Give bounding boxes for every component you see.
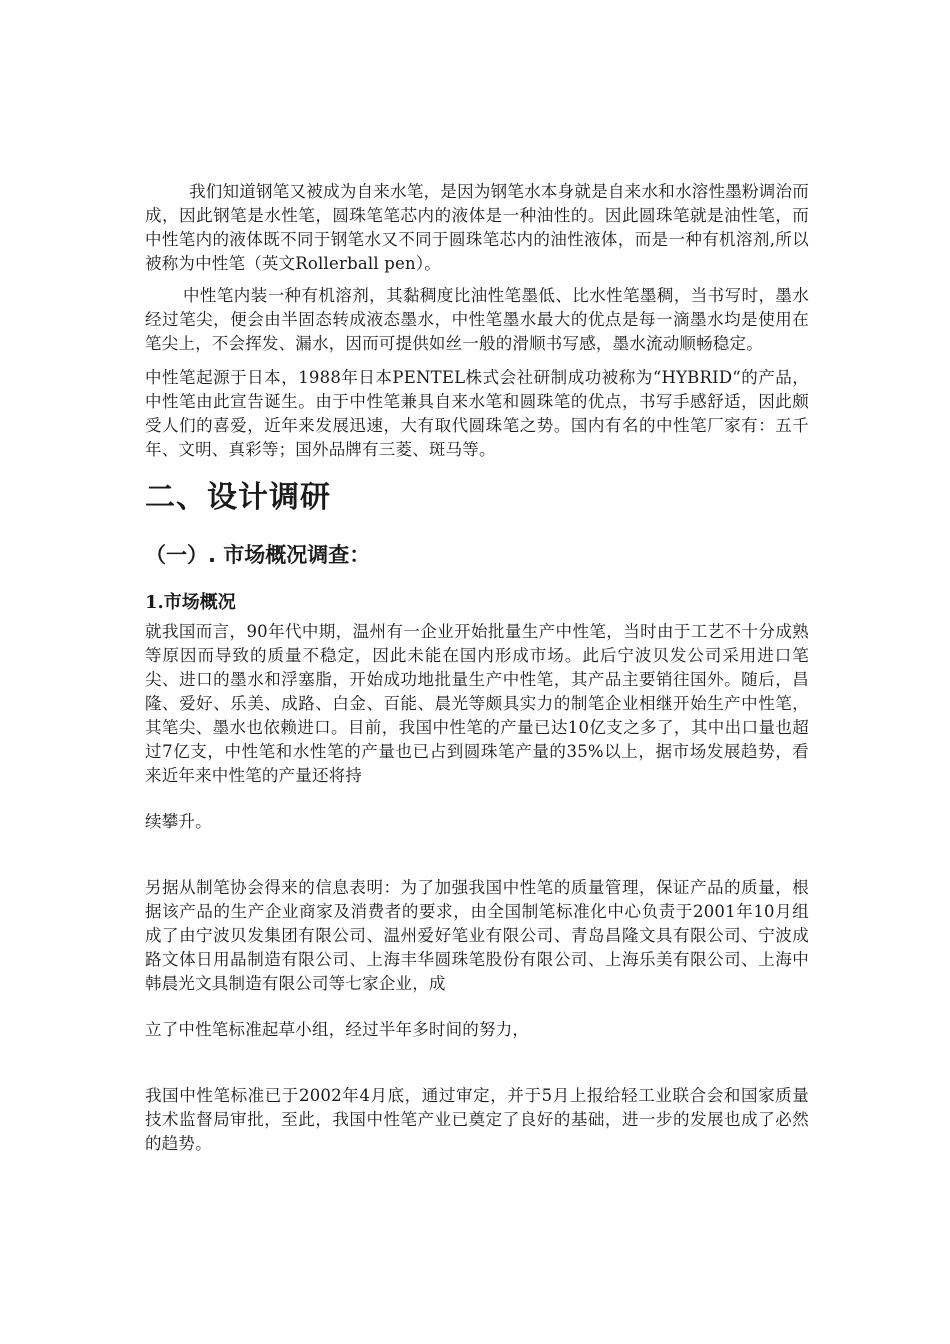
market-paragraph-2-tail: 立了中性笔标准起草小组，经过半年多时间的努力， [145, 1020, 530, 1039]
intro-paragraph-3: 中性笔起源于日本，1988年日本PENTEL株式会社研制成功被称为“HYBRID“的产品，中性笔由此宣告诞生。由于中性笔兼具自来水笔和圆珠笔的优点，书写手感舒适，因此颇受人们的喜爱，近年来发展迅速，大有取代圆珠笔之势。国内有名的中性笔厂家有：五千年、文明、真彩等；国外品牌有三菱、斑马等。 [145, 368, 809, 459]
market-paragraph-1-tail: 续攀升。 [145, 812, 212, 831]
document-page [145, 180, 809, 1156]
intro-paragraph-1: 我们知道钢笔又被成为自来水笔，是因为钢笔水本身就是自来水和水溶性墨粉调治而成，因此钢笔是水性笔，圆珠笔笔芯内的液体是一种油性的。因此圆珠笔就是油性笔，而中性笔内的液体既不同于钢笔水又不同于圆珠笔芯内的油性液体，而是一种有机溶剂,所以被称为中性笔（英文Rollerball pen）。 [145, 182, 809, 273]
intro-paragraph-2: 中性笔内装一种有机溶剂，其黏稠度比油性笔墨低、比水性笔墨稠，当书写时，墨水经过笔尖，便会由半固态转成液态墨水，中性笔墨水最大的优点是每一滴墨水均是使用在笔尖上，不会挥发、漏水，因而可提供如丝一般的滑顺书写感，墨水流动顺畅稳定。 [145, 286, 809, 353]
market-paragraph-3: 我国中性笔标准已于2002年4月底，通过审定，并于5月上报给轻工业联合会和国家质量技术监督局审批，至此，我国中性笔产业已奠定了良好的基础，进一步的发展也成了必然的趋势。 [145, 1086, 809, 1153]
section-title: 二、设计调研 [145, 480, 331, 515]
market-paragraph-1: 就我国而言，90年代中期，温州有一企业开始批量生产中性笔，当时由于工艺不十分成熟等原因而导致的质量不稳定，因此未能在国内形成市场。此后宁波贝发公司采用进口笔尖、进口的墨水和浮塞脂，开始成功地批量生产中性笔，其产品主要销往国外。随后，昌隆、爱好、乐美、成路、白金、百能、晨光等颇具实力的制笔企业相继开始生产中性笔，其笔尖、墨水也依赖进口。目前，我国中性笔的产量已达10亿支之多了，其中出口量也超过7亿支，中性笔和水性笔的产量也已占到圆珠笔产量的35%以上，据市场发展趋势，看来近年来中性笔的产量还将持 [145, 622, 809, 785]
section-subtitle: （一）. 市场概况调查： [145, 543, 371, 567]
blank-line-2 [145, 1042, 809, 1084]
market-paragraph-2: 另据从制笔协会得来的信息表明：为了加强我国中性笔的质量管理，保证产品的质量，根据该产品的生产企业商家及消费者的要求，由全国制笔标准化中心负责于2001年10月组成了由宁波贝发集团有限公司、温州爱好笔业有限公司、青岛昌隆文具有限公司、宁波成路文体日用晶制造有限公司、上海丰华圆珠笔股份有限公司、上海乐美有限公司、上海中韩晨光文具制造有限公司等七家企业，成 [145, 878, 809, 993]
blank-line [145, 834, 809, 876]
item-heading: 1.市场概况 [145, 592, 236, 613]
